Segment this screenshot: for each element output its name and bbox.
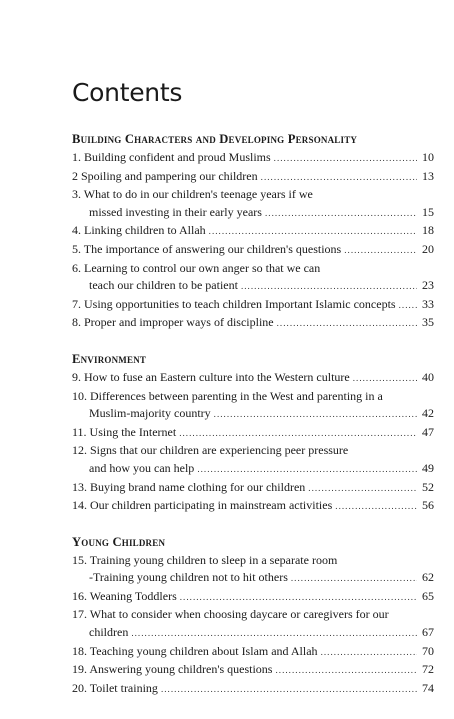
dot-leader <box>179 425 417 443</box>
page-number: 18 <box>422 223 434 238</box>
page-number: 40 <box>422 369 434 384</box>
toc-entry[interactable] <box>72 588 434 607</box>
toc-entry[interactable] <box>72 314 434 333</box>
toc-entry[interactable] <box>72 149 434 168</box>
toc-entry[interactable] <box>72 643 434 662</box>
toc-entry[interactable] <box>72 241 434 260</box>
toc-entry[interactable] <box>72 186 434 222</box>
toc-entry[interactable] <box>72 442 434 478</box>
dot-leader <box>161 681 417 699</box>
page-title: Contents <box>72 78 183 107</box>
toc-entry[interactable] <box>72 388 434 424</box>
entry-title: 19. Answering young children's questions <box>72 662 273 677</box>
toc-entry[interactable] <box>72 479 434 498</box>
entry-title: 1. Building confident and proud Muslims <box>72 150 271 164</box>
entry-title: Muslim-majority country <box>89 406 211 421</box>
entry-title: 7. Using opportunities to teach children Important Islamic concepts <box>72 296 396 311</box>
toc-entry[interactable] <box>72 168 434 187</box>
dot-leader <box>131 625 417 643</box>
toc-entry[interactable] <box>72 661 434 680</box>
entry-title: 10. Differences between parenting in the West and parenting in a <box>72 388 383 403</box>
dot-leader <box>241 278 417 296</box>
entry-title: 12. Signs that our children are experiencing peer pressure <box>72 443 349 458</box>
entry-title: and how you can help <box>89 460 195 475</box>
page-number: 65 <box>422 588 434 603</box>
page-number: 35 <box>422 315 434 330</box>
dot-leader <box>197 461 417 479</box>
dot-leader <box>399 297 417 315</box>
toc-entry[interactable] <box>72 369 434 388</box>
page-number: 47 <box>422 424 434 439</box>
entry-title: 3. What to do in our children's teenage years if we <box>72 187 313 202</box>
entry-title: missed investing in their early years <box>89 204 262 219</box>
dot-leader <box>335 498 417 516</box>
entry-title: 4. Linking children to Allah <box>72 223 206 238</box>
toc-section <box>72 132 434 333</box>
toc-entry[interactable] <box>72 606 434 642</box>
page-number: 72 <box>422 662 434 677</box>
toc-sections <box>72 132 434 698</box>
dot-leader <box>308 480 417 498</box>
contents-page <box>72 78 434 717</box>
page-number: 23 <box>422 278 434 293</box>
entry-title: 16. Weaning Toddlers <box>72 588 177 603</box>
page-number: 74 <box>422 680 434 695</box>
section-heading: Building Characters and Developing Personality <box>72 132 358 146</box>
page-number: 20 <box>422 241 434 256</box>
entry-title: 6. Learning to control our own anger so that we can <box>72 260 321 275</box>
dot-leader <box>275 662 417 680</box>
dot-leader <box>209 223 417 241</box>
entry-title: 13. Buying brand name clothing for our children <box>72 479 306 494</box>
entry-title: teach our children to be patient <box>89 278 238 293</box>
dot-leader <box>344 242 417 260</box>
toc-entry[interactable] <box>72 552 434 588</box>
page-number: 13 <box>422 168 434 183</box>
entry-title: children <box>89 625 129 640</box>
dot-leader <box>274 150 417 168</box>
toc-entry[interactable] <box>72 260 434 296</box>
toc-entry[interactable] <box>72 424 434 443</box>
toc-entry[interactable] <box>72 680 434 699</box>
dot-leader <box>353 370 417 388</box>
toc-entry[interactable] <box>72 296 434 315</box>
page-number: 15 <box>422 204 434 219</box>
page-number: 33 <box>422 296 434 311</box>
page-number: 52 <box>422 479 434 494</box>
page-number: 42 <box>422 406 434 421</box>
page-number: 62 <box>422 570 434 585</box>
entry-title: 20. Toilet training <box>72 680 158 695</box>
dot-leader <box>277 315 417 333</box>
page-number: 56 <box>422 498 434 513</box>
toc-entry[interactable] <box>72 222 434 241</box>
dot-leader <box>321 644 417 662</box>
dot-leader <box>261 169 417 187</box>
section-heading: Environment <box>72 351 147 366</box>
entry-title: 8. Proper and improper ways of discipline <box>72 315 274 330</box>
section-heading: Young Children <box>72 534 166 549</box>
entry-title: 17. What to consider when choosing daycare or caregivers for our <box>72 607 389 622</box>
page-number: 10 <box>422 150 434 164</box>
toc-entry[interactable] <box>72 497 434 516</box>
entry-title: 11. Using the Internet <box>72 424 177 439</box>
toc-section <box>72 535 434 699</box>
dot-leader <box>180 589 417 607</box>
dot-leader <box>291 570 417 588</box>
entry-title: 14. Our children participating in mainstream activities <box>72 498 333 513</box>
dot-leader <box>265 205 417 223</box>
dot-leader <box>214 406 417 424</box>
page-number: 67 <box>422 625 434 640</box>
entry-title: 9. How to fuse an Eastern culture into the Western culture <box>72 369 350 384</box>
entry-title: 5. The importance of answering our children's questions <box>72 241 342 256</box>
page-number: 49 <box>422 460 434 475</box>
entry-title: 18. Teaching young children about Islam and Allah <box>72 643 318 658</box>
entry-title: 2 Spoiling and pampering our children <box>72 168 258 183</box>
entry-title: 15. Training young children to sleep in a separate room <box>72 552 338 567</box>
page-number: 70 <box>422 643 434 658</box>
entry-title: -Training young children not to hit others <box>89 570 288 585</box>
toc-section <box>72 352 434 516</box>
